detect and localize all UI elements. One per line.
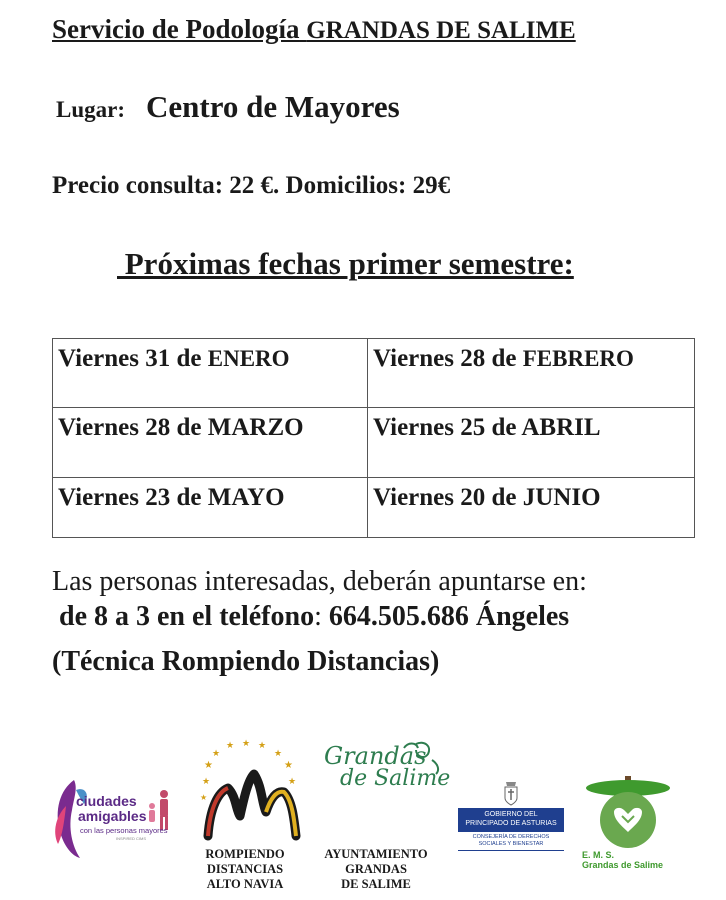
date-day: Viernes 23 de	[58, 484, 202, 511]
table-row	[53, 478, 695, 538]
caption-line: GRANDAS	[345, 862, 407, 876]
svg-text:★: ★	[212, 748, 221, 758]
caption-line: DE SALIME	[341, 877, 411, 891]
date-cell	[53, 339, 368, 408]
rompiendo-caption	[196, 847, 294, 892]
gobierno-underline	[458, 850, 564, 851]
svg-text:★: ★	[242, 738, 251, 748]
ems-apple-icon	[578, 776, 678, 850]
svg-text:★: ★	[204, 760, 213, 771]
date-month: JUNIO	[522, 484, 601, 511]
ciudades-amigables-logo	[46, 776, 176, 860]
ayto-logo-line2: de Salime	[340, 766, 451, 791]
ciudades-line2: amigables	[78, 808, 147, 824]
date-month: ABRIL	[521, 414, 601, 441]
ems-line2: Grandas de Salime	[582, 860, 664, 870]
svg-text:★: ★	[200, 793, 208, 802]
lugar-value: Centro de Mayores	[146, 89, 400, 124]
date-cell	[368, 339, 695, 408]
date-month: FEBRERO	[522, 346, 634, 371]
title-place: GRANDAS DE SALIME	[306, 17, 576, 44]
svg-text:★: ★	[274, 748, 283, 758]
svg-text:★: ★	[258, 740, 267, 750]
contact-hours: de 8 a 3 en el teléfono	[52, 601, 315, 632]
gobierno-line3: CONSEJERÍA DE DERECHOS	[472, 834, 550, 840]
ayuntamiento-caption	[316, 847, 436, 892]
date-day: Viernes 28 de	[373, 345, 517, 372]
ayto-logo-line1: Grandas	[324, 742, 427, 770]
rompiendo-distancias-logo	[196, 738, 306, 842]
contact-separator: :	[314, 601, 329, 632]
lugar-label: Lugar:	[56, 97, 125, 122]
svg-text:★: ★	[226, 740, 235, 750]
ciudades-line3: con las personas mayores	[80, 826, 168, 835]
title-service: Servicio de Podología	[52, 14, 300, 44]
svg-text:★: ★	[284, 760, 293, 771]
date-day: Viernes 31 de	[58, 345, 202, 372]
gobierno-asturias-logo	[458, 780, 564, 852]
dates-table	[52, 338, 695, 538]
dates-subtitle: Próximas fechas primer semestre:	[117, 246, 574, 281]
date-cell	[53, 478, 368, 538]
date-month: MAYO	[207, 484, 285, 511]
ems-logo	[578, 776, 678, 872]
date-day: Viernes 25 de	[373, 414, 517, 441]
gobierno-line4: SOCIALES Y BIENESTAR	[478, 841, 544, 847]
table-row	[53, 339, 695, 408]
coat-of-arms-icon	[502, 780, 520, 806]
table-row	[53, 408, 695, 478]
gobierno-banner	[458, 808, 564, 832]
page-title	[52, 14, 576, 45]
contact-intro: Las personas interesadas, deberán apuntarse en:	[52, 566, 587, 597]
ciudades-line1: ciudades	[76, 793, 137, 809]
date-day: Viernes 20 de	[373, 484, 517, 511]
caption-line: ALTO NAVIA	[206, 877, 284, 891]
date-month: MARZO	[207, 414, 304, 441]
date-cell	[368, 408, 695, 478]
date-cell	[53, 408, 368, 478]
caption-line: AYUNTAMIENTO	[324, 847, 428, 861]
svg-text:★: ★	[288, 776, 297, 786]
rompiendo-stars-icon	[196, 738, 306, 842]
date-day: Viernes 28 de	[58, 414, 202, 441]
date-month: ENERO	[207, 346, 290, 371]
caption-line: ROMPIENDO	[205, 847, 285, 861]
ayuntamiento-logo	[320, 738, 451, 796]
contact-role: (Técnica Rompiendo Distancias)	[52, 646, 440, 677]
gobierno-line2: PRINCIPADO DE ASTURIAS	[465, 820, 557, 827]
ciudades-line4: INSPIRED CIMS	[116, 836, 147, 841]
price-info: Precio consulta: 22 €. Domicilios: 29€	[52, 172, 451, 199]
svg-text:★: ★	[202, 776, 211, 786]
contact-phone-line	[52, 601, 569, 633]
contact-phone: 664.505.686 Ángeles	[328, 601, 570, 632]
ems-line1: E. M. S.	[582, 850, 615, 860]
gobierno-line1: GOBIERNO DEL	[484, 811, 538, 818]
date-cell	[368, 478, 695, 538]
caption-line: DISTANCIAS	[206, 862, 284, 876]
